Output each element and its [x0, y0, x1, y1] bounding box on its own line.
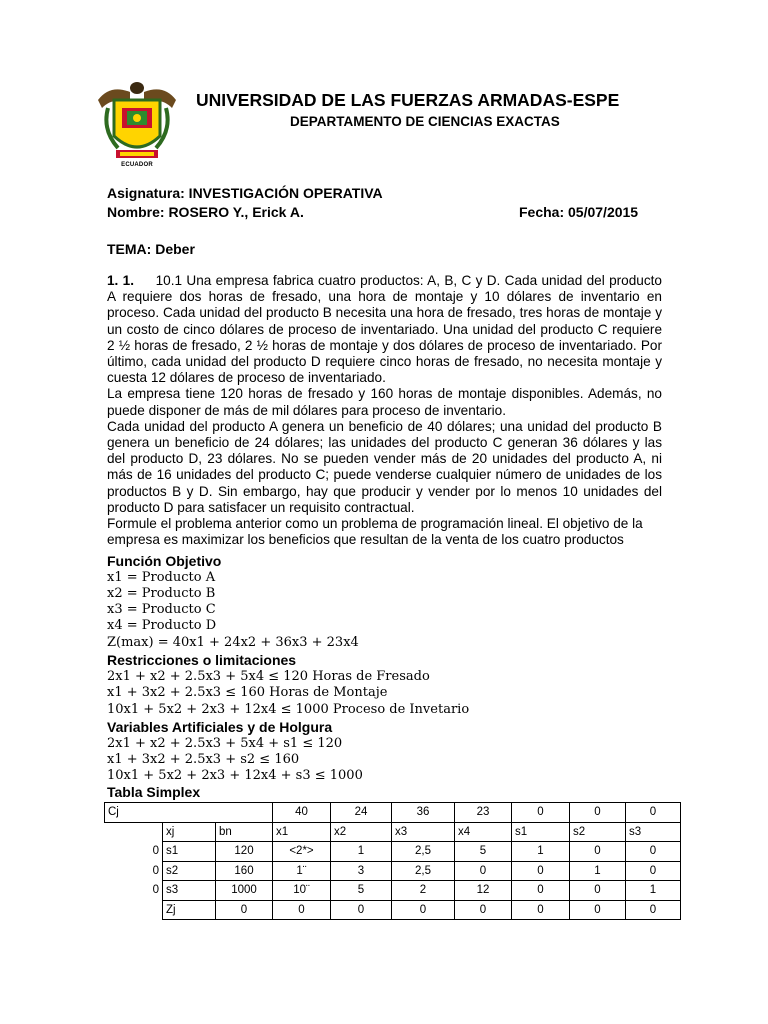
table-cell: 5 [331, 881, 392, 901]
basis-cell: Zj [163, 900, 216, 920]
table-cell: 1 [626, 881, 681, 901]
cj-value: 24 [331, 803, 392, 823]
pivot-cell: <2*> [273, 842, 331, 862]
objective-function: Z(max) = 40x1 + 24x2 + 36x3 + 23x4 [107, 635, 359, 650]
problem-paragraph-2: La empresa tiene 120 horas de fresado y 160 horas de montaje disponibles. Además, no puede disponer de más de mil dólares para proceso de inventario. [107, 386, 662, 418]
cj-value: 0 [512, 803, 570, 823]
name-line: Nombre: ROSERO Y., Erick A. [107, 204, 304, 220]
table-cell: 0 [570, 881, 626, 901]
simplex-table-title: Tabla Simplex [107, 784, 201, 800]
table-cell: 1 [570, 861, 626, 881]
table-cell: 2,5 [392, 842, 455, 862]
table-cell: 1000 [216, 881, 273, 901]
cj-value: 0 [626, 803, 681, 823]
slack-line: x1 + 3x2 + 2.5x3 + s2 ≤ 160 [107, 752, 300, 767]
problem-paragraph-3: Cada unidad del producto A genera un beneficio de 40 dólares; una unidad del producto B genera un beneficio de 24 dólares; las unidades del producto C generan 36 dólares y las del producto D, 23 dólares. No se pueden vender más de 20 unidades del producto A, ni más de 16 unidades del producto C; puede venderse cualquier número de unidades de los productos B y D. Sin embargo, hay que producir y vender por lo menos 10 unidades del producto D para satisfacer un requisito contractual. [107, 418, 662, 515]
header-cell: s1 [512, 822, 570, 842]
department-title: DEPARTAMENTO DE CIENCIAS EXACTAS [290, 114, 560, 129]
subject-line: Asignatura: INVESTIGACIÓN OPERATIVA [107, 185, 383, 201]
table-cell: 0 [331, 900, 392, 920]
table-cell: 1¨ [273, 861, 331, 881]
cj-value: 40 [273, 803, 331, 823]
restriction-line: x1 + 3x2 + 2.5x3 ≤ 160 Horas de Montaje [107, 685, 388, 700]
problem-number: 1. 1. [107, 273, 134, 288]
table-cell: 1 [512, 842, 570, 862]
basis-cell: s2 [163, 861, 216, 881]
slack-line: 10x1 + 5x2 + 2x3 + 12x4 + s3 ≤ 1000 [107, 768, 363, 783]
table-cell: 10¨ [273, 881, 331, 901]
table-cell: 0 [626, 900, 681, 920]
header-cell: x4 [455, 822, 512, 842]
table-cell: 0 [512, 881, 570, 901]
cb-cell: 0 [152, 845, 159, 858]
table-cell: 0 [512, 861, 570, 881]
header-cell: x3 [392, 822, 455, 842]
table-cell: 2 [392, 881, 455, 901]
table-cell: 0 [626, 861, 681, 881]
table-cell: 0 [455, 900, 512, 920]
header-cell: x1 [273, 822, 331, 842]
problem-text-1: 10.1 Una empresa fabrica cuatro productos: A, B, C y D. Cada unidad del producto A requiere dos horas de fresado, una hora de montaje y 10 dólares de inventario en proceso. Cada unidad del producto B necesita una hora de fresado, tres horas de montaje y un costo de cinco dólares de proceso de inventariado. Una unidad del producto C requiere 2 ½ horas de fresado, 2 ½ horas de montaje y dos dólares de proceso de inventariado. Por último, cada unidad del producto D requiere cinco horas de fresado, no necesita montaje y cuesta 12 dólares de proceso de inventariado. [107, 273, 662, 386]
header-cell: xj [163, 822, 216, 842]
restrictions-title: Restricciones o limitaciones [107, 652, 297, 668]
table-cell: 0 [626, 842, 681, 862]
cj-value: 0 [570, 803, 626, 823]
table-row [105, 842, 681, 862]
crest-label: ECUADOR [121, 162, 153, 168]
problem-statement [107, 273, 662, 548]
cb-cell: 0 [152, 884, 159, 897]
objective-line: x4 = Producto D [107, 618, 217, 633]
table-cell: 0 [512, 900, 570, 920]
objective-line: x1 = Producto A [107, 570, 216, 585]
objective-line: x2 = Producto B [107, 586, 216, 601]
restriction-line: 2x1 + x2 + 2.5x3 + 5x4 ≤ 120 Horas de Fresado [107, 669, 430, 684]
objective-line: x3 = Producto C [107, 602, 216, 617]
slack-title: Variables Artificiales y de Holgura [107, 719, 333, 735]
simplex-table [104, 802, 681, 920]
zj-row [105, 900, 681, 920]
table-cell: 0 [455, 861, 512, 881]
cj-label: Cj [105, 803, 273, 823]
basis-cell: s1 [163, 842, 216, 862]
table-cell: 1 [331, 842, 392, 862]
table-cell: 0 [570, 842, 626, 862]
restriction-line: 10x1 + 5x2 + 2x3 + 12x4 ≤ 1000 Proceso de Invetario [107, 702, 470, 717]
table-row [105, 861, 681, 881]
table-cell: 160 [216, 861, 273, 881]
header-cell: s3 [626, 822, 681, 842]
table-cell: 12 [455, 881, 512, 901]
date-line: Fecha: 05/07/2015 [519, 204, 639, 220]
cj-value: 36 [392, 803, 455, 823]
table-cell: 0 [216, 900, 273, 920]
header-cell: s2 [570, 822, 626, 842]
slack-line: 2x1 + x2 + 2.5x3 + 5x4 + s1 ≤ 120 [107, 736, 343, 751]
table-cell: 120 [216, 842, 273, 862]
table-cell: 0 [392, 900, 455, 920]
objective-title: Función Objetivo [107, 553, 222, 569]
topic-line: TEMA: Deber [107, 241, 195, 257]
problem-paragraph-1 [107, 273, 662, 386]
header-cell: x2 [331, 822, 392, 842]
table-cell: 2,5 [392, 861, 455, 881]
table-cell: 5 [455, 842, 512, 862]
header-row [105, 822, 681, 842]
cb-cell: 0 [152, 864, 159, 877]
cj-row [105, 803, 681, 823]
problem-paragraph-4: Formule el problema anterior como un problema de programación lineal. El objetivo de la empresa es maximizar los beneficios que resultan de la venta de los cuatro productos [107, 516, 643, 548]
table-cell: 0 [570, 900, 626, 920]
header-cell: bn [216, 822, 273, 842]
cj-value: 23 [455, 803, 512, 823]
table-cell: 0 [273, 900, 331, 920]
empty-cell [105, 822, 163, 842]
empty-cell [105, 900, 163, 920]
university-crest-icon [96, 78, 178, 174]
basis-cell: s3 [163, 881, 216, 901]
table-cell: 3 [331, 861, 392, 881]
university-title: UNIVERSIDAD DE LAS FUERZAS ARMADAS-ESPE [196, 90, 620, 110]
table-row [105, 881, 681, 901]
